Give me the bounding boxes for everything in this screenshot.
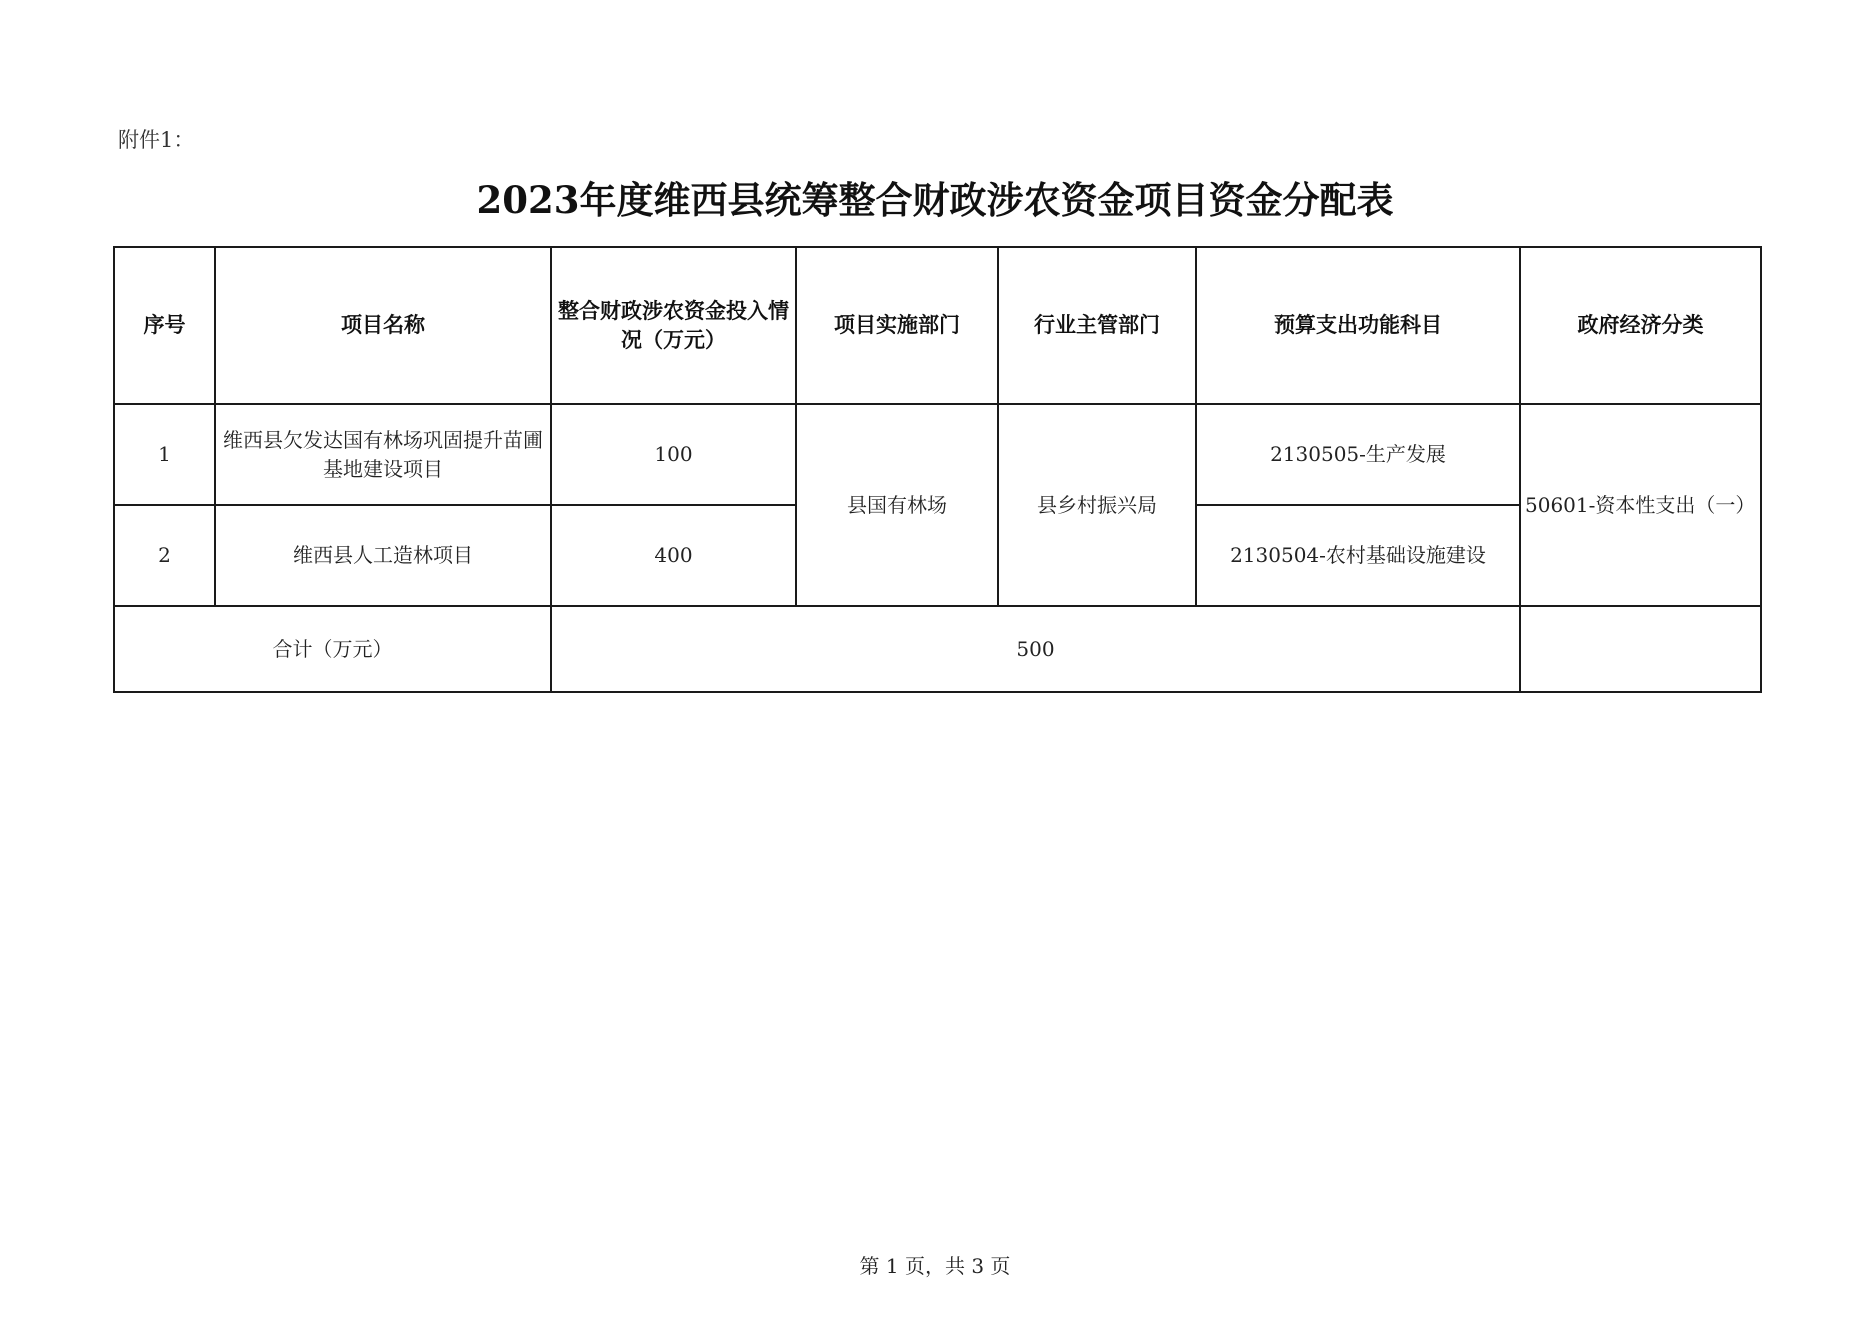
row-function-subject: 2130504-农村基础设施建设: [1196, 505, 1520, 606]
header-supervising-dept: 行业主管部门: [998, 247, 1196, 404]
row-fund-amount: 100: [551, 404, 796, 505]
economic-class-cell: 50601-资本性支出（一）: [1520, 404, 1761, 606]
row-serial-no: 2: [114, 505, 215, 606]
row-serial-no: 1: [114, 404, 215, 505]
table-header-row: [114, 247, 1761, 404]
total-value: 500: [551, 606, 1520, 692]
supervising-dept-cell: 县乡村振兴局: [998, 404, 1196, 606]
page-title: 2023年度维西县统筹整合财政涉农资金项目资金分配表: [476, 178, 1394, 222]
implementing-dept-cell: 县国有林场: [796, 404, 998, 606]
total-label: 合计（万元）: [114, 606, 551, 692]
table-row: [114, 404, 1761, 505]
row-project-name: 维西县欠发达国有林场巩固提升苗圃基地建设项目: [215, 404, 551, 505]
header-project-name: 项目名称: [215, 247, 551, 404]
total-row: [114, 606, 1761, 692]
header-serial-no: 序号: [114, 247, 215, 404]
row-project-name: 维西县人工造林项目: [215, 505, 551, 606]
header-economic-class: 政府经济分类: [1520, 247, 1761, 404]
total-empty-cell: [1520, 606, 1761, 692]
header-implementing-dept: 项目实施部门: [796, 247, 998, 404]
row-fund-amount: 400: [551, 505, 796, 606]
header-budget-function-subject: 预算支出功能科目: [1196, 247, 1520, 404]
allocation-table: [113, 246, 1762, 693]
attachment-label: 附件1：: [118, 128, 195, 152]
page-number-footer: 第 1 页，共 3 页: [859, 1254, 1011, 1278]
row-function-subject: 2130505-生产发展: [1196, 404, 1520, 505]
header-fund-input: 整合财政涉农资金投入情况（万元）: [551, 247, 796, 404]
